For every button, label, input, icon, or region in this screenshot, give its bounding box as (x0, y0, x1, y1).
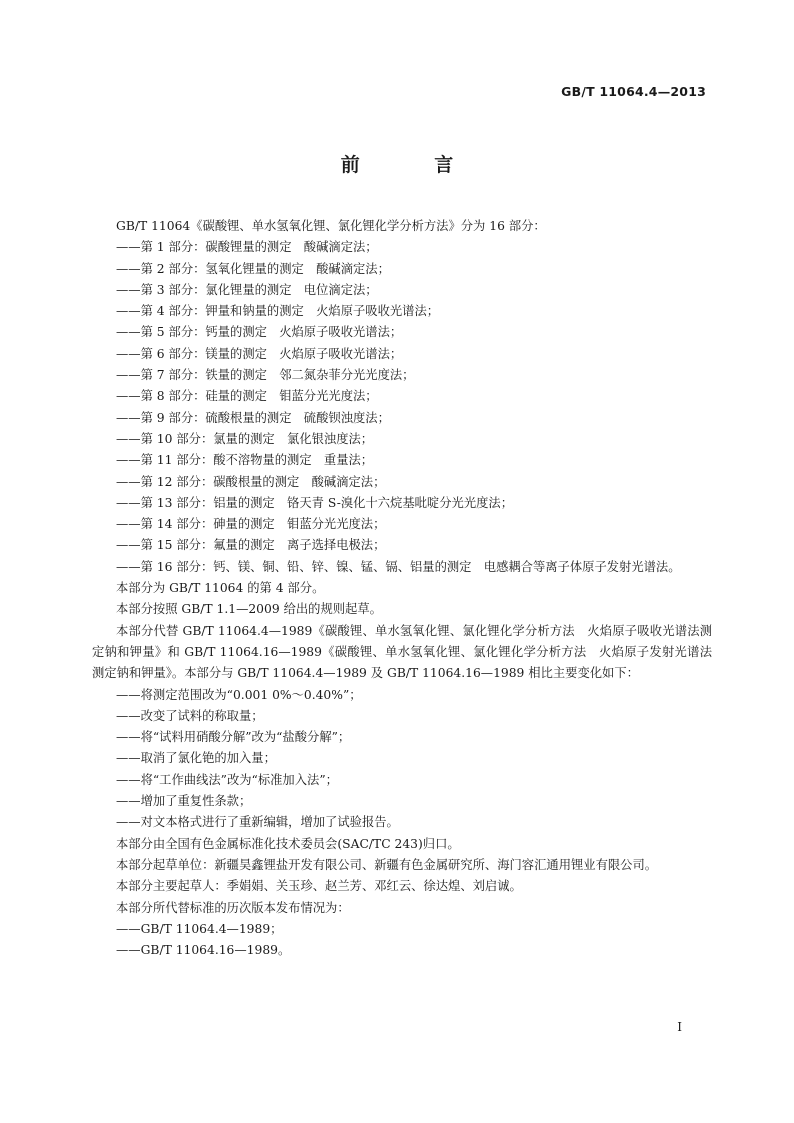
dash-marker: —— (116, 389, 141, 404)
dash-marker: —— (116, 751, 141, 766)
list-item (92, 472, 712, 493)
list-item (92, 280, 712, 301)
list-item (92, 812, 712, 833)
list-item (92, 727, 712, 748)
list-item (92, 940, 712, 961)
dash-marker: —— (116, 943, 141, 958)
list-item (92, 344, 712, 365)
dash-marker: —— (116, 431, 141, 446)
list-item-text: 将“工作曲线法”改为“标准加入法”； (140, 772, 338, 787)
intro-paragraph: GB/T 11064《碳酸锂、单水氢氧化锂、氯化锂化学分析方法》分为 16 部分： (116, 219, 546, 233)
list-item-text: 第 3 部分：氯化锂量的测定 电位滴定法； (140, 282, 378, 297)
drafted-per-paragraph: 本部分按照 GB/T 1.1—2009 给出的规则起草。 (116, 602, 382, 617)
replaces-paragraph: 本部分代替 GB/T 11064.4—1989《碳酸锂、单水氢氧化锂、氯化锂化学分析方法 火焰原子吸收光谱法测定钠和钾量》和 GB/T 11064.16—1989《碳酸锂、单水氢氧化锂、氯化锂化学分析方法 火焰原子发射光谱法测定钠和钾量》。本部分与 GB/T 11064.4—1989 及 GB/T 11064.16—1989 相比主要变化如下： (92, 623, 712, 681)
history-list (92, 919, 712, 962)
list-item-text: GB/T 11064.16—1989。 (140, 943, 291, 958)
list-item-text: 第 8 部分：硅量的测定 钼蓝分光光度法； (140, 389, 378, 404)
list-item (92, 557, 712, 578)
dash-marker: —— (116, 495, 141, 510)
list-item-text: 第 14 部分：砷量的测定 钼蓝分光光度法； (140, 517, 386, 532)
list-item (92, 706, 712, 727)
part-of-paragraph: 本部分为 GB/T 11064 的第 4 部分。 (116, 581, 325, 596)
dash-marker: —— (116, 453, 141, 468)
dash-marker: —— (116, 261, 141, 276)
dash-marker: —— (116, 708, 141, 723)
list-item (92, 322, 712, 343)
list-item (92, 386, 712, 407)
list-item-text: 第 16 部分：钙、镁、铜、铅、锌、镍、锰、镉、铝量的测定 电感耦合等离子体原子发射光谱法。 (140, 559, 681, 574)
list-item-text: 第 1 部分：碳酸锂量的测定 酸碱滴定法； (140, 240, 378, 255)
list-item (92, 237, 712, 258)
dash-marker: —— (116, 517, 141, 532)
list-item (92, 429, 712, 450)
list-item-text: 将测定范围改为“0.001 0%～0.40%”； (140, 687, 362, 702)
list-item-text: 对文本格式进行了重新编辑，增加了试验报告。 (140, 815, 399, 830)
list-item (92, 685, 712, 706)
dash-marker: —— (116, 368, 141, 383)
page-number: I (677, 1020, 682, 1034)
list-item (92, 791, 712, 812)
dash-marker: —— (116, 921, 141, 936)
list-item (92, 408, 712, 429)
list-item-text: GB/T 11064.4—1989； (140, 921, 283, 936)
dash-marker: —— (116, 325, 141, 340)
dash-marker: —— (116, 794, 141, 809)
list-item-text: 第 11 部分：酸不溶物量的测定 重量法； (140, 453, 374, 468)
list-item (92, 770, 712, 791)
list-item (92, 259, 712, 280)
list-item (92, 450, 712, 471)
dash-marker: —— (116, 304, 141, 319)
standard-code: GB/T 11064.4—2013 (561, 84, 706, 99)
list-item-text: 第 10 部分：氯量的测定 氯化银浊度法； (140, 431, 374, 446)
list-item (92, 365, 712, 386)
dash-marker: —— (116, 346, 141, 361)
changes-list (92, 685, 712, 834)
list-item-text: 第 5 部分：钙量的测定 火焰原子吸收光谱法； (140, 325, 403, 340)
list-item-text: 第 6 部分：镁量的测定 火焰原子吸收光谱法； (140, 346, 403, 361)
dash-marker: —— (116, 538, 141, 553)
list-item-text: 第 13 部分：铝量的测定 铬天青 S-溴化十六烷基吡啶分光光度法； (140, 495, 514, 510)
dash-marker: —— (116, 730, 141, 745)
dash-marker: —— (116, 240, 141, 255)
list-item (92, 493, 712, 514)
drafting-units-paragraph: 本部分起草单位：新疆昊鑫锂盐开发有限公司、新疆有色金属研究所、海门容汇通用锂业有限公司。 (116, 857, 658, 872)
list-item-text: 增加了重复性条款； (140, 794, 252, 809)
page-title: 前 言 (340, 154, 488, 176)
dash-marker: —— (116, 687, 141, 702)
dash-marker: —— (116, 282, 141, 297)
list-item-text: 取消了氯化铯的加入量； (140, 751, 276, 766)
list-item (92, 514, 712, 535)
list-item-text: 第 4 部分：钾量和钠量的测定 火焰原子吸收光谱法； (140, 304, 440, 319)
dash-marker: —— (116, 474, 141, 489)
list-item-text: 第 2 部分：氢氧化锂量的测定 酸碱滴定法； (140, 261, 390, 276)
list-item-text: 改变了试料的称取量； (140, 708, 264, 723)
list-item (92, 301, 712, 322)
list-item-text: 第 9 部分：硫酸根量的测定 硫酸钡浊度法； (140, 410, 390, 425)
proposed-by-paragraph: 本部分由全国有色金属标准化技术委员会(SAC/TC 243)归口。 (116, 836, 460, 851)
dash-marker: —— (116, 559, 141, 574)
list-item-text: 第 7 部分：铁量的测定 邻二氮杂菲分光光度法； (140, 368, 415, 383)
dash-marker: —— (116, 410, 141, 425)
dash-marker: —— (116, 772, 141, 787)
foreword-body (92, 216, 712, 961)
list-item (92, 748, 712, 769)
list-item-text: 第 15 部分：氟量的测定 离子选择电极法； (140, 538, 386, 553)
list-item (92, 535, 712, 556)
parts-list (92, 237, 712, 578)
list-item-text: 将“试料用硝酸分解”改为“盐酸分解”； (140, 730, 351, 745)
list-item-text: 第 12 部分：碳酸根量的测定 酸碱滴定法； (140, 474, 386, 489)
drafters-paragraph: 本部分主要起草人：季娟娟、关玉珍、赵兰芳、邓红云、徐达煌、刘启诚。 (116, 879, 522, 894)
list-item (92, 919, 712, 940)
history-intro-paragraph: 本部分所代替标准的历次版本发布情况为： (116, 900, 350, 915)
dash-marker: —— (116, 815, 141, 830)
